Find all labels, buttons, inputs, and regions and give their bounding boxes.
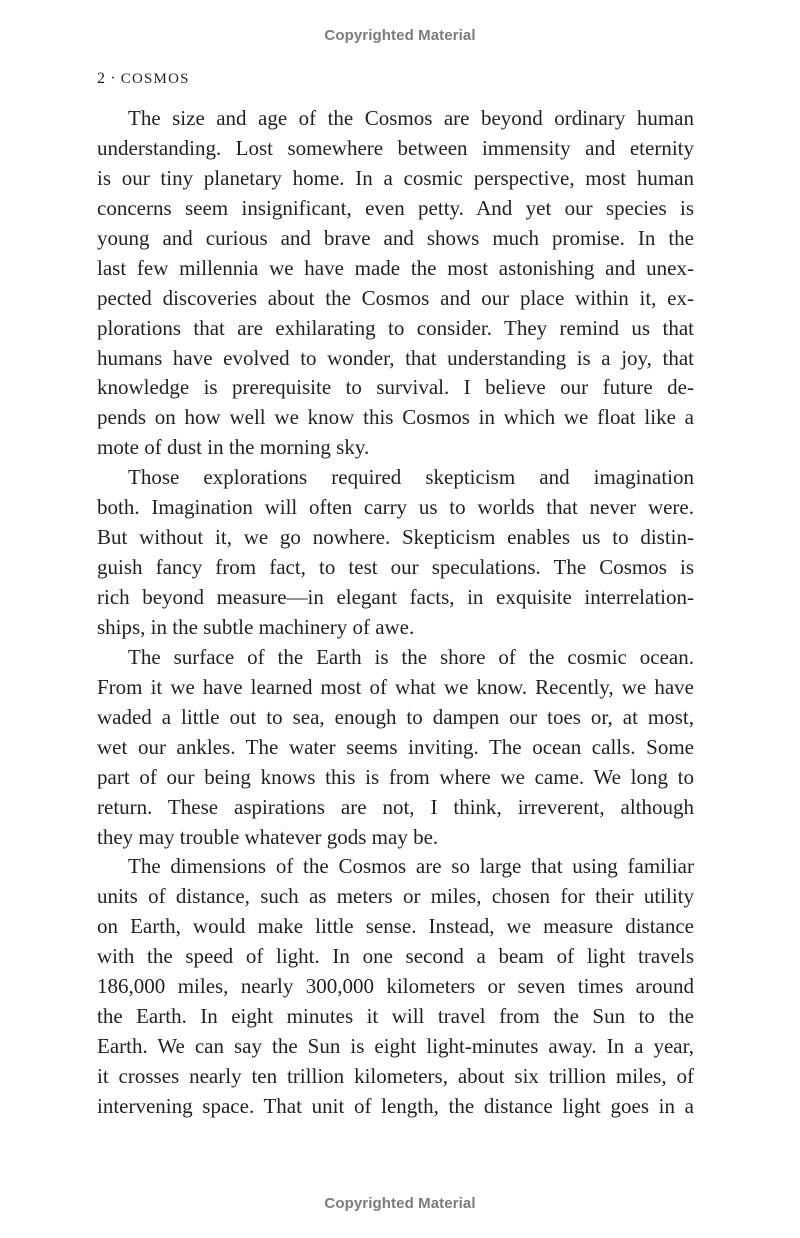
text-line: knowledge is prerequisite to survival. I believe our future de- — [97, 375, 694, 400]
body-text — [97, 104, 694, 1122]
text-line: on Earth, would make little sense. Instead, we measure distance — [97, 914, 694, 939]
text-line: wet our ankles. The water seems inviting. The ocean calls. Some — [97, 734, 694, 759]
text-line: last few millennia we have made the most astonishing and unex- — [97, 255, 694, 280]
text-line: humans have evolved to wonder, that understanding is a joy, that — [97, 345, 694, 370]
text-line: intervening space. That unit of length, the distance light goes in a — [97, 1093, 694, 1118]
text-line: the Earth. In eight minutes it will travel from the Sun to the — [97, 1004, 694, 1029]
watermark-bottom: Copyrighted Material — [324, 1195, 476, 1212]
paragraph — [97, 643, 694, 853]
text-line: From it we have learned most of what we know. Recently, we have — [97, 674, 694, 699]
text-line: mote of dust in the morning sky. — [97, 435, 370, 460]
text-line: The dimensions of the Cosmos are so large that using familiar — [128, 854, 694, 879]
text-line: waded a little out to sea, enough to dampen our toes or, at most, — [97, 704, 694, 729]
running-head-separator: · — [110, 70, 117, 87]
paragraph — [97, 104, 694, 463]
text-line: units of distance, such as meters or miles, chosen for their utility — [97, 884, 694, 909]
page-number: 2 — [97, 70, 106, 87]
text-line: Earth. We can say the Sun is eight light-minutes away. In a year, — [97, 1034, 694, 1059]
paragraph — [97, 852, 694, 1121]
text-line: they may trouble whatever gods may be. — [97, 824, 439, 849]
text-line: plorations that are exhilarating to consider. They remind us that — [97, 315, 694, 340]
text-line: Those explorations required skepticism and imagination — [128, 465, 694, 490]
text-line: understanding. Lost somewhere between immensity and eternity — [97, 135, 694, 160]
text-line: it crosses nearly ten trillion kilometers, about six trillion miles, of — [97, 1064, 694, 1088]
watermark-top: Copyrighted Material — [324, 27, 476, 44]
text-line: 186,000 miles, nearly 300,000 kilometers or seven times around — [97, 974, 694, 999]
paragraph — [97, 463, 694, 643]
running-head-title: COSMOS — [120, 71, 190, 87]
text-line: pends on how well we know this Cosmos in which we float like a — [97, 405, 694, 430]
text-line: ships, in the subtle machinery of awe. — [97, 614, 415, 639]
text-line: The surface of the Earth is the shore of the cosmic ocean. — [128, 644, 694, 669]
text-line: part of our being knows this is from where we came. We long to — [97, 764, 694, 789]
text-line: return. These aspirations are not, I think, irreverent, although — [97, 794, 694, 819]
text-line: The size and age of the Cosmos are beyond ordinary human — [128, 106, 694, 130]
text-line: concerns seem insignificant, even petty. And yet our species is — [97, 195, 694, 220]
text-line: rich beyond measure—in elegant facts, in exquisite interrelation- — [97, 585, 694, 609]
text-line: But without it, we go nowhere. Skepticism enables us to distin- — [97, 525, 694, 550]
text-line: guish fancy from fact, to test our speculations. The Cosmos is — [97, 555, 694, 580]
text-line: young and curious and brave and shows much promise. In the — [97, 225, 694, 250]
running-head — [97, 70, 190, 88]
text-line: pected discoveries about the Cosmos and our place within it, ex- — [97, 285, 694, 310]
text-line: with the speed of light. In one second a beam of light travels — [97, 944, 694, 969]
text-line: is our tiny planetary home. In a cosmic perspective, most human — [97, 165, 694, 190]
text-line: both. Imagination will often carry us to worlds that never were. — [97, 495, 694, 520]
